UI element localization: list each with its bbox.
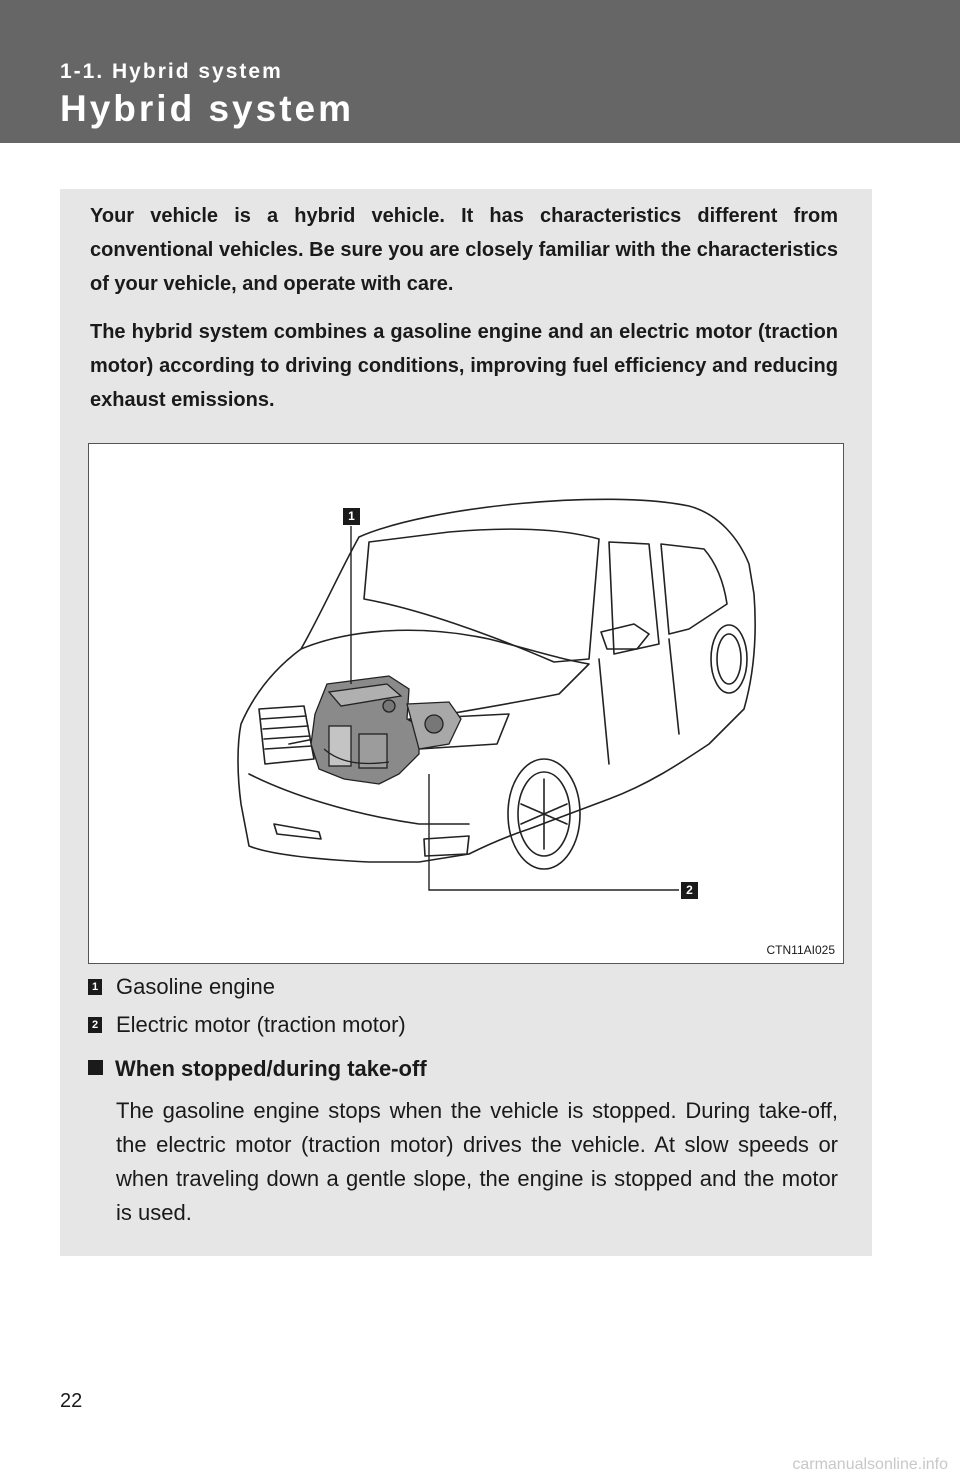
section-heading xyxy=(88,1056,427,1082)
legend-label: Electric motor (traction motor) xyxy=(116,1012,406,1037)
section-body: The gasoline engine stops when the vehicle is stopped. During take-off, the electric motor (traction motor) drives the vehicle. At slow speeds or when traveling down a gentle slope, the engine is stopped and the motor is used. xyxy=(116,1098,838,1225)
vehicle-illustration xyxy=(88,443,844,964)
number-badge-icon: 2 xyxy=(88,1017,102,1033)
number-badge-icon: 1 xyxy=(88,979,102,995)
legend-item-gasoline-engine xyxy=(88,974,275,1000)
page-number: 22 xyxy=(60,1390,83,1412)
square-bullet-icon xyxy=(88,1060,103,1075)
section-label: 1-1. Hybrid system xyxy=(60,60,283,83)
page-header xyxy=(0,0,960,143)
callout-2: 2 xyxy=(681,882,698,899)
intro-paragraph-2: The hybrid system combines a gasoline engine and an electric motor (traction motor) according to driving conditions, improving fuel efficiency and reducing exhaust emissions. xyxy=(90,321,838,411)
watermark: carmanualsonline.info xyxy=(792,1456,948,1473)
callout-1: 1 xyxy=(343,508,360,525)
figure-code: CTN11AI025 xyxy=(766,943,835,957)
intro-paragraph-1: Your vehicle is a hybrid vehicle. It has characteristics different from conventional vehicles. Be sure you are closely familiar with the characteristics of your vehicle, and operate with care. xyxy=(90,205,838,295)
legend-item-electric-motor xyxy=(88,1012,406,1038)
legend-label: Gasoline engine xyxy=(116,974,276,999)
car-drawing xyxy=(89,444,845,965)
page-title: Hybrid system xyxy=(60,88,354,129)
section-heading-text: When stopped/during take-off xyxy=(115,1056,427,1081)
